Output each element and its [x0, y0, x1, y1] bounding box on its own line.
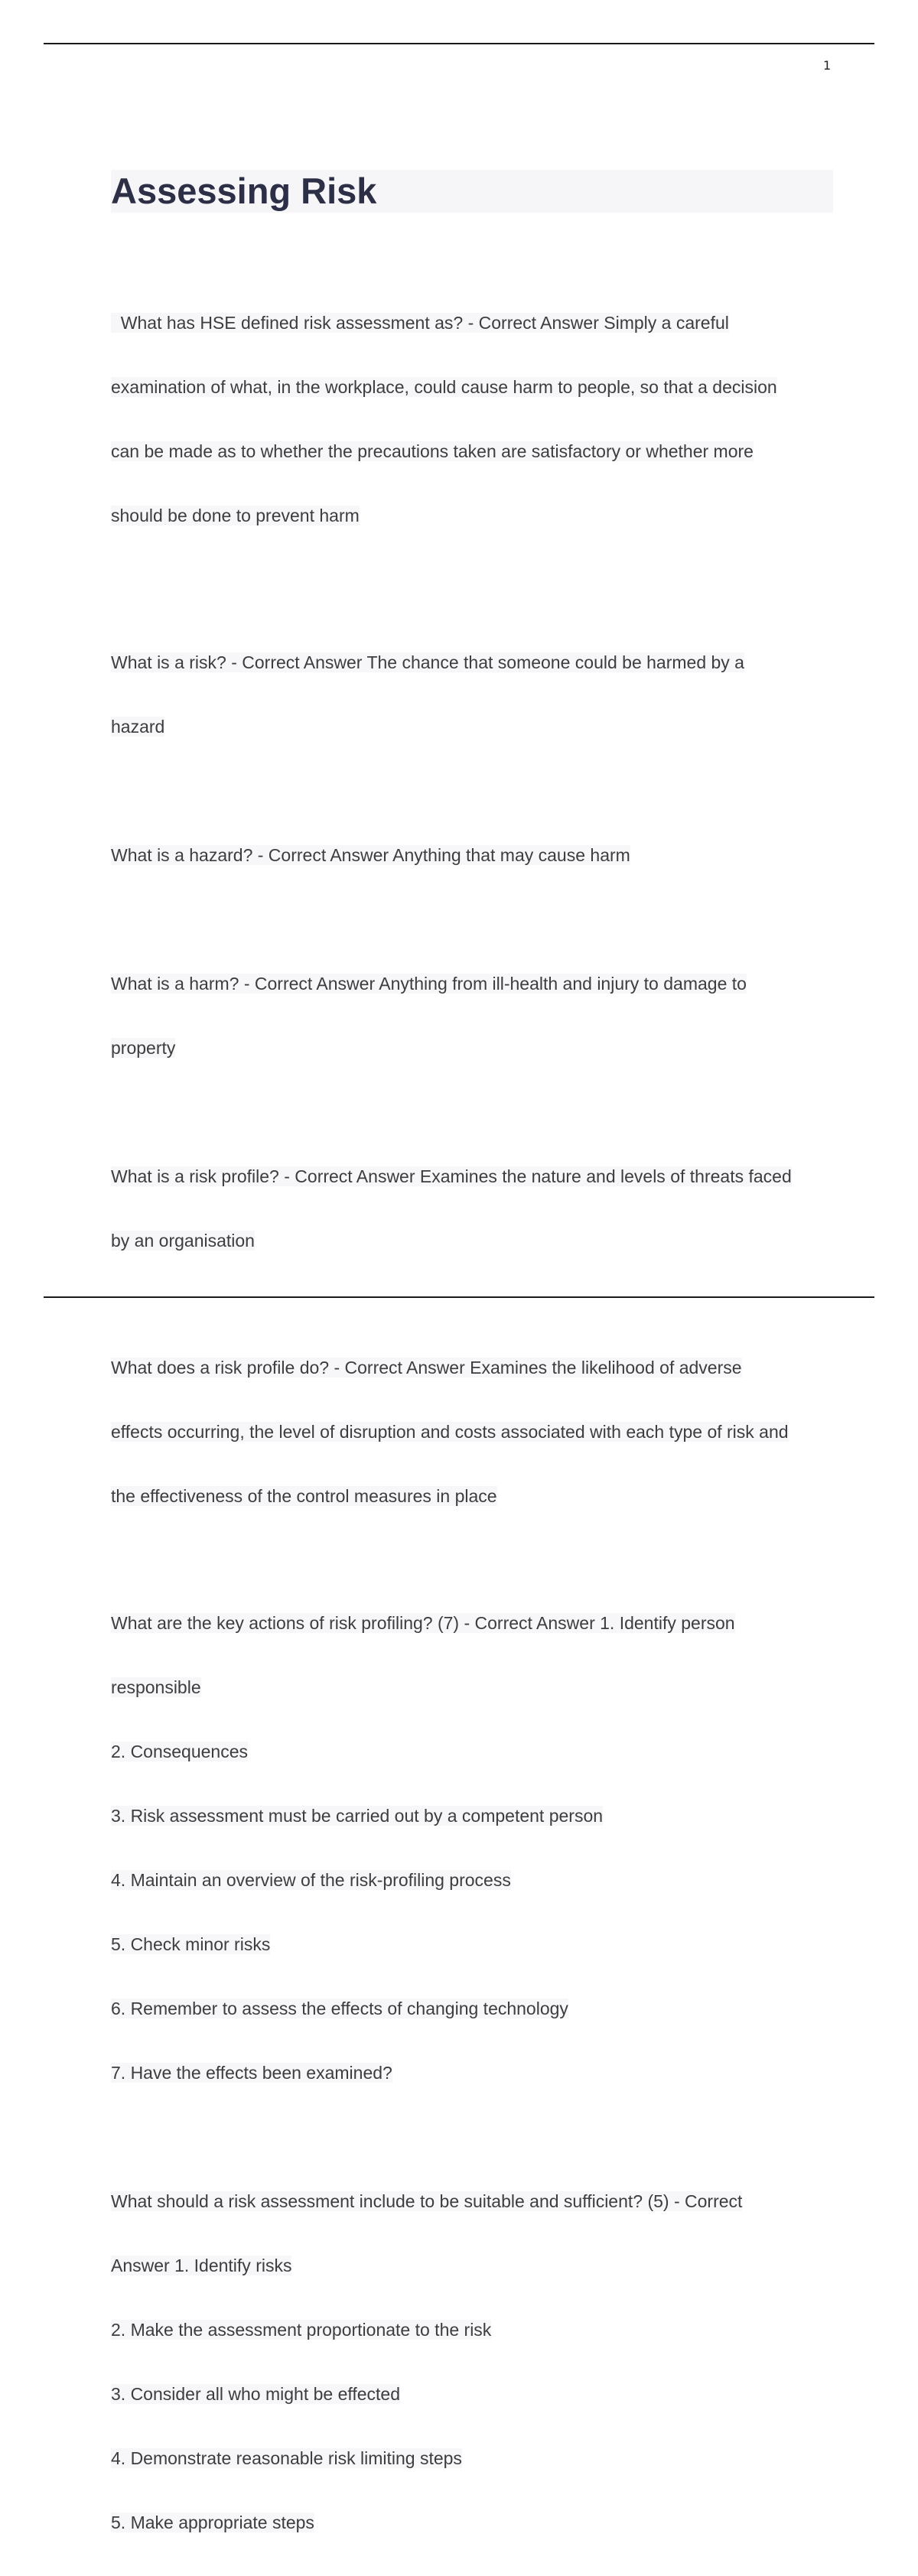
- qa-item: [111, 269, 838, 569]
- qa-item: [111, 930, 838, 1101]
- qa-item: [111, 1123, 838, 1294]
- qa-item: [111, 1314, 838, 1550]
- qa-line: What are the key actions of risk profiling? (7) - Correct Answer 1. Identify person: [111, 1613, 735, 1633]
- qa-line: 2. Consequences: [111, 1742, 249, 1761]
- qa-line: examination of what, in the workplace, could cause harm to people, so that a decision: [111, 377, 777, 397]
- qa-item: [111, 609, 838, 780]
- qa-line: 5. Make appropriate steps: [111, 2513, 314, 2532]
- qa-line: 5. Check minor risks: [111, 1934, 271, 1954]
- page-number: 1: [823, 58, 832, 73]
- qa-line: What is a hazard? - Correct Answer Anything that may cause harm: [111, 845, 630, 865]
- qa-line: effects occurring, the level of disruption and costs associated with each type of risk and: [111, 1422, 789, 1442]
- qa-line: should be done to prevent harm: [111, 506, 360, 525]
- qa-line: 3. Risk assessment must be carried out by a competent person: [111, 1806, 604, 1826]
- qa-line: 4. Maintain an overview of the risk-profiling process: [111, 1870, 511, 1890]
- qa-line: 2. Make the assessment proportionate to the risk: [111, 2320, 492, 2340]
- qa-line: by an organisation: [111, 1231, 255, 1251]
- footer-rule: [44, 1296, 874, 1298]
- header-rule: [44, 43, 874, 44]
- qa-line: 7. Have the effects been examined?: [111, 2063, 392, 2083]
- qa-line: 3. Consider all who might be effected: [111, 2384, 401, 2404]
- qa-line: 6. Remember to assess the effects of changing technology: [111, 1999, 568, 2018]
- qa-list: [111, 269, 838, 2576]
- page-title: Assessing Risk: [111, 171, 377, 211]
- qa-line: What is a risk profile? - Correct Answer Examines the nature and levels of threats faced: [111, 1166, 792, 1186]
- qa-item: [111, 802, 838, 909]
- qa-line: property: [111, 1038, 176, 1058]
- qa-item: [111, 2148, 838, 2576]
- qa-item: [111, 1569, 838, 2126]
- qa-line: What is a risk? - Correct Answer The chance that someone could be harmed by a: [111, 652, 744, 672]
- qa-line: 4. Demonstrate reasonable risk limiting steps: [111, 2448, 462, 2468]
- qa-line: What does a risk profile do? - Correct Answer Examines the likelihood of adverse: [111, 1358, 742, 1377]
- qa-line: What has HSE defined risk assessment as? - Correct Answer Simply a careful: [111, 313, 729, 333]
- qa-line: can be made as to whether the precautions taken are satisfactory or whether more: [111, 441, 754, 461]
- qa-line: What is a harm? - Correct Answer Anything from ill-health and injury to damage to: [111, 974, 747, 994]
- qa-line: hazard: [111, 717, 165, 737]
- qa-line: the effectiveness of the control measures in place: [111, 1486, 497, 1506]
- qa-line: responsible: [111, 1677, 201, 1697]
- qa-line: Answer 1. Identify risks: [111, 2256, 292, 2275]
- qa-line: What should a risk assessment include to be suitable and sufficient? (5) - Correct: [111, 2191, 743, 2211]
